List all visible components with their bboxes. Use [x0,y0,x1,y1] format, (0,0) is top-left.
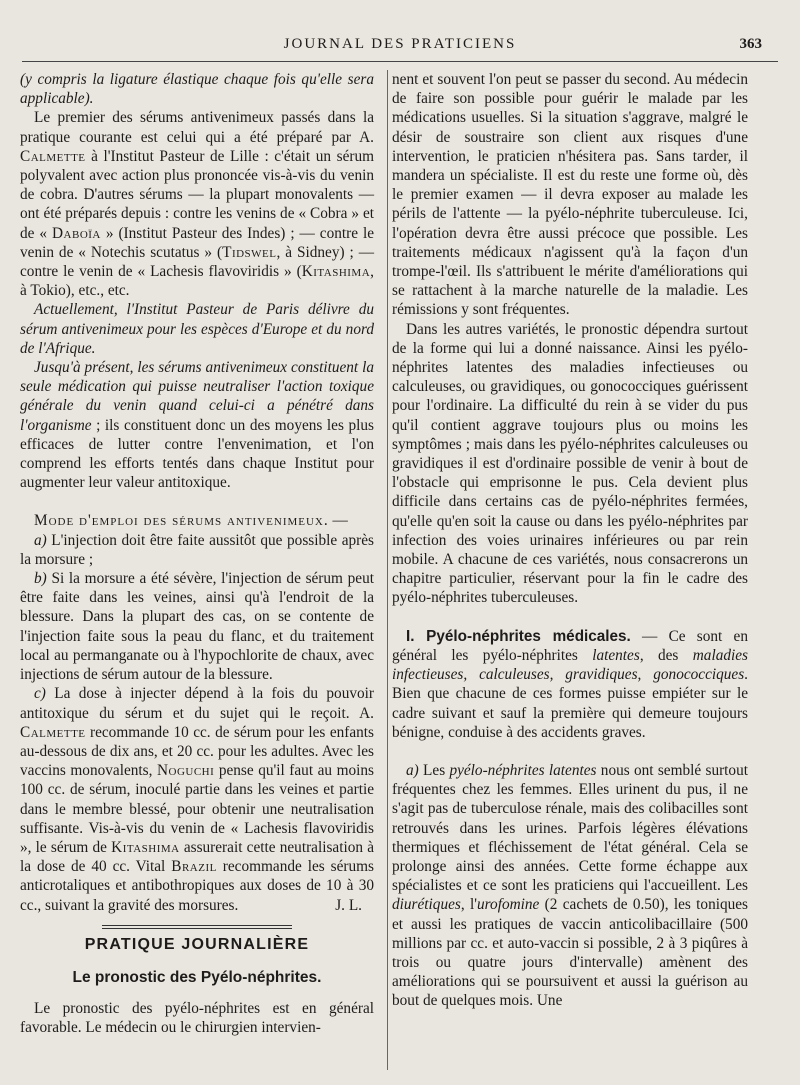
page-number: 363 [739,36,762,52]
running-header [0,36,800,56]
article-title: Le pronostic des Pyélo-néphrites. [72,968,322,986]
right-column [392,70,748,1011]
paragraph: Le pronostic des pyélo-néphrites est en général favorable. Le médecin ou le chirurgien intervien- [20,1000,374,1037]
paragraph: a) Les pyélo-néphrites latentes nous ont semblé surtout fréquentes chez les femmes. Elles urinent du pus, il ne s'agit pas de tuberculose rénale, mais des colibacilles sont retrouvés dans les urines. Parfois légères élévations thermiques et fléchissement de l'état général. Cela se prolonge ainsi des années. Cette forme échappe aux spécialistes et ce sont les praticiens qui l'accueillent. Les diurétiques, l'urofomine (2 cachets de 0.50), les toniques et aussi les pratiques de vaccin anticolibacillaire (500 millions par cc. et auto-vaccin si possible, 2 à 3 piqûres à trois ou quatre jours d'intervalle) amènent des améliorations qui se poursuivent et aussi la guérison au bout de quelques mois. Une [392,761,749,1010]
signature: J. L. [335,896,362,914]
left-column [20,70,374,1038]
paragraph: (y compris la ligature élastique chaque fois qu'elle sera applicable). [20,71,374,108]
paragraph: a) L'injection doit être faite aussitôt que possible après la morsure ; [20,531,374,568]
paragraph: Mode d'emploi des sérums antivenimeux. — [34,512,348,530]
section-rule [102,925,292,926]
section-rule [102,928,292,929]
paragraph: Jusqu'à présent, les sérums antivenimeux constituent la seule médication qui puisse neutraliser l'action toxique générale du venin quand celui-ci a pénétré dans l'organisme ; ils constituent donc un des moyens les plus efficaces de lutter contre l'envenimation, et l'on comprend les efforts tentés dans chaque Institut pour augmenter leur valeur antitoxique. [20,359,374,492]
section-title: PRATIQUE JOURNALIÈRE [84,935,310,953]
paragraph: I. Pyélo-néphrites médicales. — Ce sont en général les pyélo-néphrites latentes, des maladies infectieuses, calculeuses, gravidiques, gonococciques. Bien que chacune de ces formes puisse empiéter sur le cadre suivant et sauf la première qui demeure toujours bénigne, conduise à des accidents graves. [392,627,748,741]
subsection-heading: I. Pyélo-néphrites médicales. [406,627,631,645]
paragraph: Le premier des sérums antivenimeux passés dans la pratique courante est celui qui a été préparé par A. Calmette à l'Institut Pasteur de Lille : c'était un sérum polyvalent avec action plus prononcée vis-à-vis du venin de cobra. D'autres sérums — la plupart monovalents — ont été préparés depuis : contre les venins de « Cobra » et de « Daboïa » (Institut Pasteur des Indes) ; — contre le venin de « Notechis scutatus » (Tidswel, à Sidney) ; — contre le venin de « Lachesis flavoviridis » (Kitashima, à Tokio), etc., etc. [20,109,374,300]
paragraph: nent et souvent l'on peut se passer du second. Au médecin de faire son possible pour guérir le malade par les médications usuelles. Si la situation s'aggrave, malgré le désir de soustraire son client aux risques d'une intervention, le praticien n'hésitera pas. Sans tarder, il mandera un spécialiste. Il est du reste une forme où, dès le premier examen — il devra exposer au malade les périls de l'attente — la pyélo-néphrite tuberculeuse. Ici, l'opération devra être aussi précoce que possible. Les traitements médicaux n'agissent qu'à la façon d'un trompe-l'œil. Ils s'attribuent le mérite d'améliorations qui se rattachent à la marche naturelle de la maladie. Les rémissions y sont fréquentes. [392,71,748,319]
header-rule [22,61,778,62]
journal-title: JOURNAL DES PRATICIENS [283,36,517,52]
paragraph: Dans les autres variétés, le pronostic dépendra surtout de la forme qui lui a donné naissance. Ainsi les pyélo-néphrites latentes des maladies infectieuses ou calculeuses, ou gravidiques, ou gonococciques guérissent pour l'ordinaire. La difficulté du rein à se vider du pus qu'il contient aggrave toujours plus ou moins les symptômes ; mais dans les pyélo-néphrites calculeuses ou gravidiques il est d'ordinaire possible de venir à bout de l'obstacle qui emprisonne le pus. Cela devient plus difficile dans certains cas de pyélo-néphrites fermées, qu'elle qu'en soit la cause ou dans les pyélo-néphrites par infection des voies urinaires inférieures ou par rein mobile. A chacune de ces variétés, nous consacrerons un chapitre particulier, réservant pour la fin le cadre des pyélo-néphrites tuberculeuses. [392,320,748,607]
paragraph: Actuellement, l'Institut Pasteur de Paris délivre du sérum antivenimeux pour les espèces d'Europe et du nord de l'Afrique. [20,301,374,357]
paragraph: b) Si la morsure a été sévère, l'injection de sérum peut être faite dans les veines, ainsi qu'à l'endroit de la blessure. Dans la plupart des cas, on se contente de l'injection faite sous la peau du flanc, et du traitement local au permanganate ou à l'hypochlorite de chaux, avec injections de sérum autour de la blessure. [20,570,374,684]
paragraph: c) La dose à injecter dépend à la fois du pouvoir antitoxique du sérum et du sujet qui le reçoit. A. Calmette recommande 10 cc. de sérum pour les enfants au-dessous de dix ans, et 20 cc. pour les adultes. Avec les vaccins monovalents, Noguchi pense qu'il faut au moins 100 cc. de sérum, inoculé partie dans les veines et partie dans le membre blessé, pour obtenir une neutralisation suffisante. Vis-à-vis du venin de « Lachesis flavoviridis », le sérum de Kitashima assurerait cette neutralisation à la dose de 40 cc. Vital Brazil recommande les sérums anticrotaliques et antibothropiques aux doses de 10 à 30 cc., suivant la gravité des morsures. J. L. [20,685,375,914]
column-divider [387,70,388,1070]
